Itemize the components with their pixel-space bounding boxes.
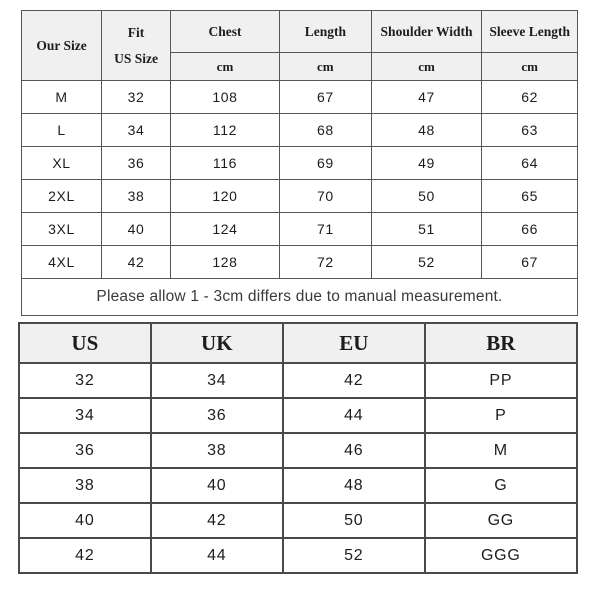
measurement-note: Please allow 1 - 3cm differs due to manual measurement. <box>22 279 578 316</box>
size-row-l <box>22 114 578 147</box>
header-eu: EU <box>283 323 425 363</box>
conversion-row <box>19 363 577 398</box>
conversion-cell: 42 <box>151 503 283 538</box>
unit-cell-chest: cm <box>171 53 280 81</box>
size-cell: 70 <box>279 180 371 213</box>
size-cell: 128 <box>171 246 280 279</box>
size-cell: 69 <box>279 147 371 180</box>
size-cell: 116 <box>171 147 280 180</box>
size-row-2xl <box>22 180 578 213</box>
conversion-row <box>19 538 577 573</box>
header-shoulder-width: Shoulder Width <box>371 11 482 53</box>
size-cell: 50 <box>371 180 482 213</box>
conversion-cell: P <box>425 398 577 433</box>
size-cell: 47 <box>371 81 482 114</box>
size-cell: 48 <box>371 114 482 147</box>
size-cell: 34 <box>102 114 171 147</box>
conversion-cell: 44 <box>151 538 283 573</box>
size-cell: 32 <box>102 81 171 114</box>
conversion-cell: G <box>425 468 577 503</box>
size-row-xl <box>22 147 578 180</box>
header-br: BR <box>425 323 577 363</box>
header-fit-line2: US Size <box>114 50 158 66</box>
size-cell: 49 <box>371 147 482 180</box>
size-cell: 65 <box>482 180 578 213</box>
unit-cell-shoulder: cm <box>371 53 482 81</box>
header-sleeve-length: Sleeve Length <box>482 11 578 53</box>
size-cell: 51 <box>371 213 482 246</box>
conversion-row <box>19 433 577 468</box>
size-cell: 63 <box>482 114 578 147</box>
size-cell: 72 <box>279 246 371 279</box>
size-cell: 38 <box>102 180 171 213</box>
conversion-cell: 36 <box>19 433 151 468</box>
size-cell: 62 <box>482 81 578 114</box>
header-fit-line1: Fit <box>127 24 145 40</box>
size-cell: 71 <box>279 213 371 246</box>
header-fit-us-size <box>102 11 171 81</box>
conversion-cell: GGG <box>425 538 577 573</box>
unit-cell-length: cm <box>279 53 371 81</box>
size-cell: 36 <box>102 147 171 180</box>
size-chart-table-wrap <box>21 10 578 316</box>
size-cell: 4XL <box>22 246 102 279</box>
size-row-m <box>22 81 578 114</box>
size-cell: 120 <box>171 180 280 213</box>
conversion-row <box>19 468 577 503</box>
conversion-cell: 34 <box>151 363 283 398</box>
header-uk: UK <box>151 323 283 363</box>
header-us: US <box>19 323 151 363</box>
size-cell: L <box>22 114 102 147</box>
size-cell: 68 <box>279 114 371 147</box>
size-cell: XL <box>22 147 102 180</box>
size-conversion-table <box>18 322 578 574</box>
size-chart-header-row <box>22 11 578 53</box>
conversion-cell: 34 <box>19 398 151 433</box>
size-cell: 124 <box>171 213 280 246</box>
conversion-cell: M <box>425 433 577 468</box>
conversion-cell: 38 <box>151 433 283 468</box>
conversion-cell: 40 <box>19 503 151 538</box>
size-row-3xl <box>22 213 578 246</box>
size-cell: 52 <box>371 246 482 279</box>
size-cell: 66 <box>482 213 578 246</box>
size-cell: M <box>22 81 102 114</box>
size-cell: 67 <box>279 81 371 114</box>
conversion-row <box>19 398 577 433</box>
header-chest: Chest <box>171 11 280 53</box>
conversion-cell: 46 <box>283 433 425 468</box>
conversion-cell: 38 <box>19 468 151 503</box>
conversion-cell: PP <box>425 363 577 398</box>
conversion-cell: 42 <box>283 363 425 398</box>
size-cell: 40 <box>102 213 171 246</box>
header-length: Length <box>279 11 371 53</box>
header-our-size: Our Size <box>22 11 102 81</box>
conversion-cell: 50 <box>283 503 425 538</box>
conversion-cell: 32 <box>19 363 151 398</box>
size-cell: 112 <box>171 114 280 147</box>
conversion-cell: 42 <box>19 538 151 573</box>
conversion-cell: 40 <box>151 468 283 503</box>
size-row-4xl <box>22 246 578 279</box>
size-cell: 67 <box>482 246 578 279</box>
size-cell: 108 <box>171 81 280 114</box>
unit-cell-sleeve: cm <box>482 53 578 81</box>
conversion-cell: 44 <box>283 398 425 433</box>
size-cell: 42 <box>102 246 171 279</box>
size-cell: 64 <box>482 147 578 180</box>
size-conversion-table-wrap <box>18 322 578 574</box>
conversion-cell: GG <box>425 503 577 538</box>
conversion-row <box>19 503 577 538</box>
size-chart-table <box>21 10 578 316</box>
size-cell: 2XL <box>22 180 102 213</box>
conversion-cell: 48 <box>283 468 425 503</box>
measurement-note-row <box>22 279 578 316</box>
size-cell: 3XL <box>22 213 102 246</box>
conversion-header-row <box>19 323 577 363</box>
conversion-cell: 36 <box>151 398 283 433</box>
conversion-cell: 52 <box>283 538 425 573</box>
